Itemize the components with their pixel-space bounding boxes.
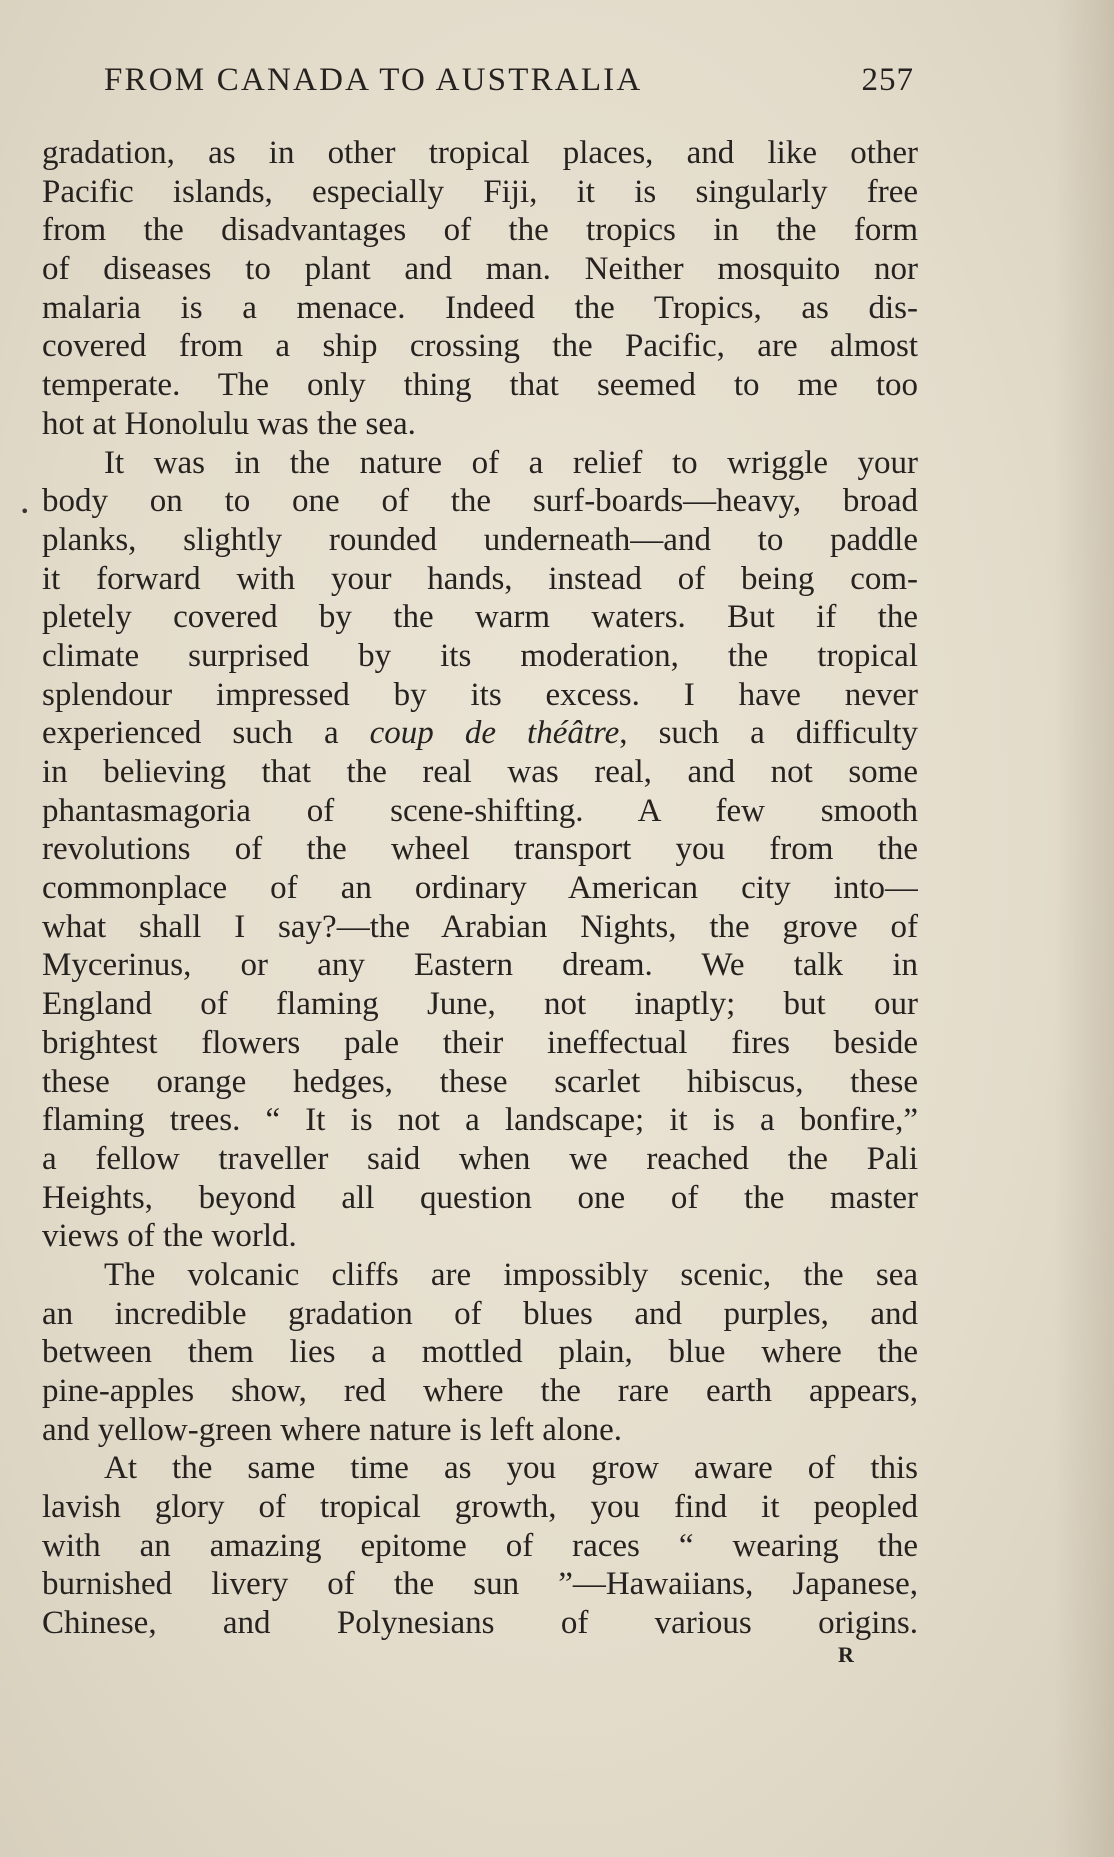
- text-line: temperate. The only thing that seemed to me too: [42, 367, 918, 404]
- page-edge-shadow: [1054, 0, 1114, 1857]
- text-line: views of the world.: [42, 1218, 297, 1255]
- margin-mark: •: [20, 502, 30, 521]
- text-line: At the same time as you grow aware of this: [104, 1450, 918, 1487]
- text-line: hot at Honolulu was the sea.: [42, 405, 416, 442]
- text-line: gradation, as in other tropical places, and like other: [42, 135, 918, 171]
- text-line: burnished livery of the sun ”—Hawaiians, Japanese,: [42, 1566, 918, 1603]
- text-line: what shall I say?—the Arabian Nights, the grove of: [42, 908, 918, 945]
- text-line: Pacific islands, especially Fiji, it is singularly free: [42, 173, 918, 210]
- text-line: flaming trees. “ It is not a landscape; it is a bonfire,”: [42, 1102, 918, 1139]
- signature-mark: R: [838, 1642, 854, 1667]
- text-line: experienced such a coup de théâtre, such a difficulty: [42, 715, 918, 752]
- text-line: it forward with your hands, instead of being com-: [42, 560, 918, 597]
- text-line: of diseases to plant and man. Neither mosquito nor: [42, 251, 918, 288]
- text-line: pletely covered by the warm waters. But if the: [42, 599, 918, 636]
- text-line: body on to one of the surf-boards—heavy, broad: [42, 483, 918, 520]
- text-line: covered from a ship crossing the Pacific, are almost: [42, 328, 918, 365]
- text-line: England of flaming June, not inaptly; but our: [42, 986, 918, 1023]
- text-line: an incredible gradation of blues and purples, and: [42, 1295, 918, 1332]
- text-line: and yellow-green where nature is left alone.: [42, 1411, 622, 1448]
- text-line: revolutions of the wheel transport you from the: [42, 831, 918, 868]
- text-line: climate surprised by its moderation, the tropical: [42, 637, 918, 674]
- text-line: brightest flowers pale their ineffectual fires beside: [42, 1024, 918, 1061]
- italic-phrase: coup de théâtre: [369, 715, 620, 752]
- body-text: [42, 134, 918, 1643]
- text-line: lavish glory of tropical growth, you find it peopled: [42, 1489, 918, 1526]
- text-line: phantasmagoria of scene-shifting. A few smooth: [42, 792, 918, 829]
- text-line: planks, slightly rounded underneath—and to paddle: [42, 521, 918, 558]
- text-line: with an amazing epitome of races “ wearing the: [42, 1527, 918, 1564]
- text-line: pine-apples show, red where the rare earth appears,: [42, 1373, 918, 1409]
- text-line: Heights, beyond all question one of the master: [42, 1179, 918, 1216]
- text-line: these orange hedges, these scarlet hibiscus, these: [42, 1063, 918, 1100]
- page-header: [104, 62, 914, 110]
- text-line: malaria is a menace. Indeed the Tropics, as dis-: [42, 289, 918, 326]
- text-line: from the disadvantages of the tropics in the form: [42, 212, 918, 249]
- running-head: FROM CANADA TO AUSTRALIA: [104, 62, 643, 98]
- text-line: splendour impressed by its excess. I have never: [42, 676, 918, 713]
- text-line: The volcanic cliffs are impossibly scenic, the sea: [104, 1256, 918, 1293]
- text-line: commonplace of an ordinary American city into—: [42, 870, 918, 907]
- text-line: a fellow traveller said when we reached the Pali: [42, 1140, 918, 1177]
- text-line: between them lies a mottled plain, blue where the: [42, 1334, 918, 1371]
- text-line: Chinese, and Polynesians of various origins.: [42, 1605, 918, 1642]
- page-number: 257: [861, 62, 914, 98]
- text-line: It was in the nature of a relief to wriggle your: [104, 444, 918, 481]
- text-line: Mycerinus, or any Eastern dream. We talk in: [42, 947, 918, 984]
- text-line: in believing that the real was real, and not some: [42, 754, 918, 790]
